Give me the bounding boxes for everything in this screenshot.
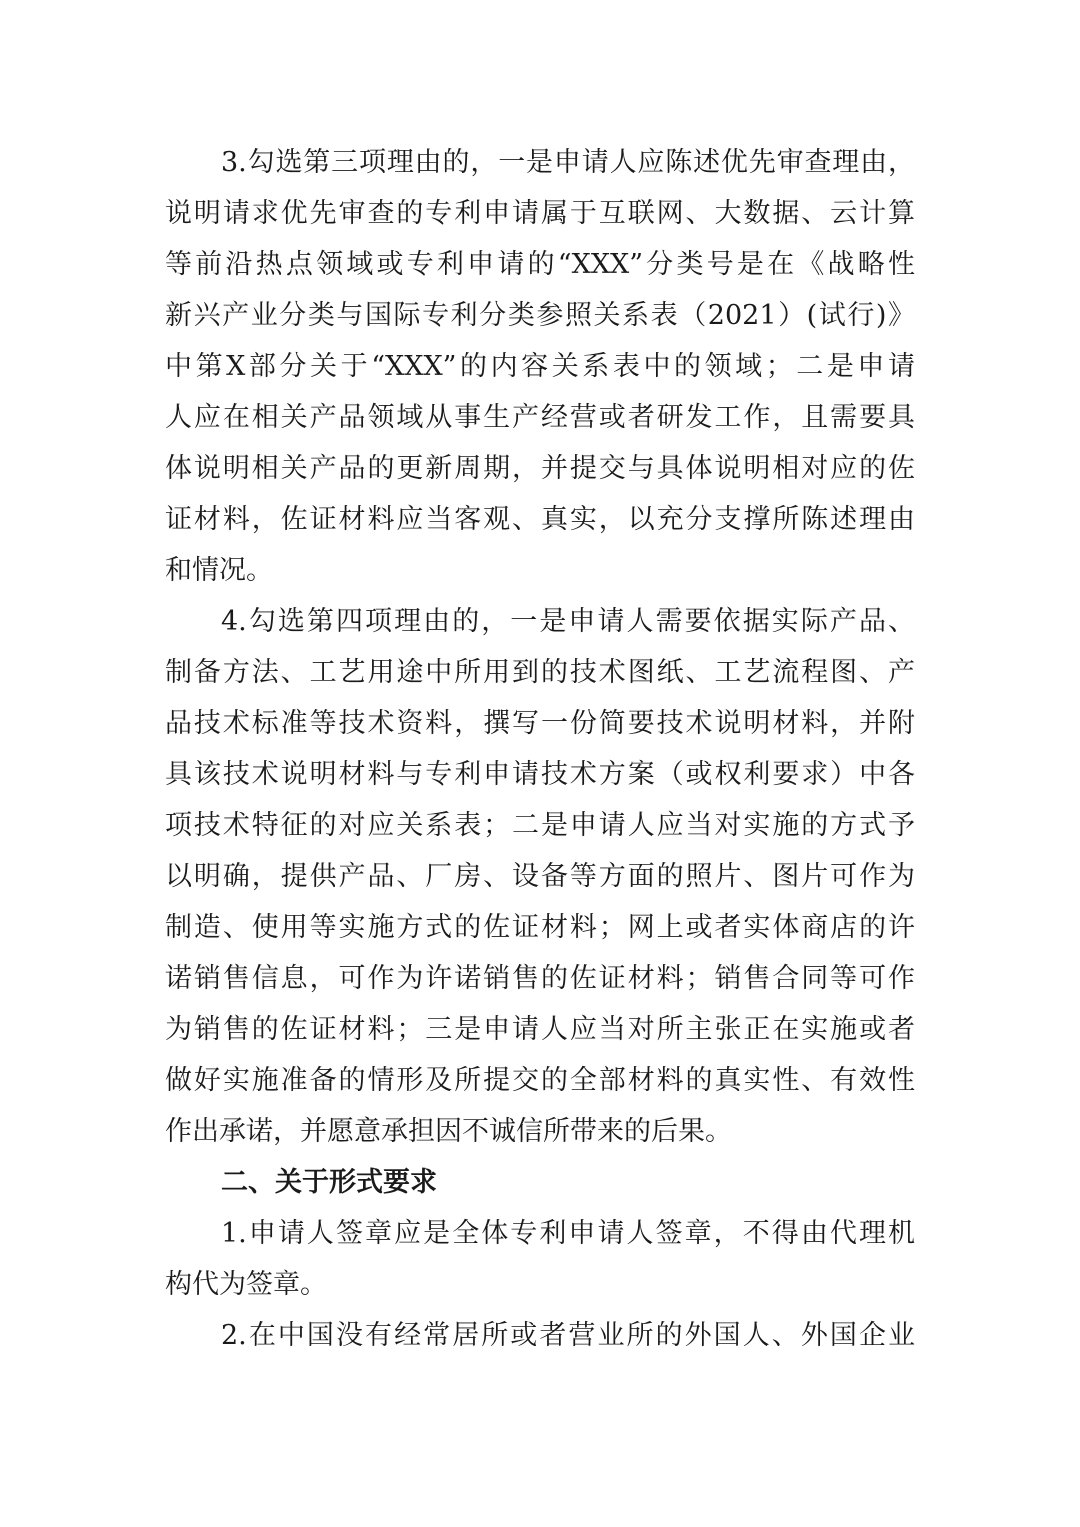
paragraph-3-line-2: 说明请求优先审查的专利申请属于互联网、大数据、云计算: [165, 198, 915, 229]
paragraph-4-line-2: 制备方法、工艺用途中所用到的技术图纸、工艺流程图、产: [165, 657, 915, 688]
paragraph-3-line-4: 新兴产业分类与国际专利分类参照关系表（2021）(试行)》: [165, 300, 915, 331]
paragraph-4-line-6: 以明确，提供产品、厂房、设备等方面的照片、图片可作为: [165, 861, 915, 892]
document-body: [165, 137, 915, 1361]
paragraph-3-line-8: 证材料，佐证材料应当客观、真实，以充分支撑所陈述理由: [165, 504, 915, 535]
paragraph-3-line-9: 和情况。: [165, 555, 273, 586]
paragraph-3-line-3: 等前沿热点领域或专利申请的“XXX”分类号是在《战略性: [165, 249, 915, 280]
paragraph-4-line-10: 做好实施准备的情形及所提交的全部材料的真实性、有效性: [165, 1065, 915, 1096]
paragraph-4-line-8: 诺销售信息，可作为许诺销售的佐证材料；销售合同等可作: [165, 963, 915, 994]
paragraph-4-line-1: 4.勾选第四项理由的，一是申请人需要依据实际产品、: [221, 606, 915, 637]
paragraph-4-line-9: 为销售的佐证材料；三是申请人应当对所主张正在实施或者: [165, 1014, 915, 1045]
paragraph-3-line-1: 3.勾选第三项理由的，一是申请人应陈述优先审查理由，: [221, 147, 915, 178]
paragraph-4-line-3: 品技术标准等技术资料，撰写一份简要技术说明材料，并附: [165, 708, 915, 739]
section-heading: 二、关于形式要求: [221, 1167, 437, 1198]
form-item-1-line-1: 1.申请人签章应是全体专利申请人签章，不得由代理机: [221, 1218, 915, 1249]
paragraph-4-line-11: 作出承诺，并愿意承担因不诚信所带来的后果。: [165, 1116, 732, 1147]
paragraph-4-line-4: 具该技术说明材料与专利申请技术方案（或权利要求）中各: [165, 759, 915, 790]
paragraph-3-line-7: 体说明相关产品的更新周期，并提交与具体说明相对应的佐: [165, 453, 915, 484]
paragraph-4-line-7: 制造、使用等实施方式的佐证材料；网上或者实体商店的许: [165, 912, 915, 943]
paragraph-4-line-5: 项技术特征的对应关系表；二是申请人应当对实施的方式予: [165, 810, 915, 841]
paragraph-3-line-5: 中第X部分关于“XXX”的内容关系表中的领域；二是申请: [165, 351, 915, 382]
form-item-2-line-1: 2.在中国没有经常居所或者营业所的外国人、外国企业: [221, 1320, 915, 1351]
paragraph-3-line-6: 人应在相关产品领域从事生产经营或者研发工作，且需要具: [165, 402, 915, 433]
form-item-1-line-2: 构代为签章。: [165, 1269, 327, 1300]
